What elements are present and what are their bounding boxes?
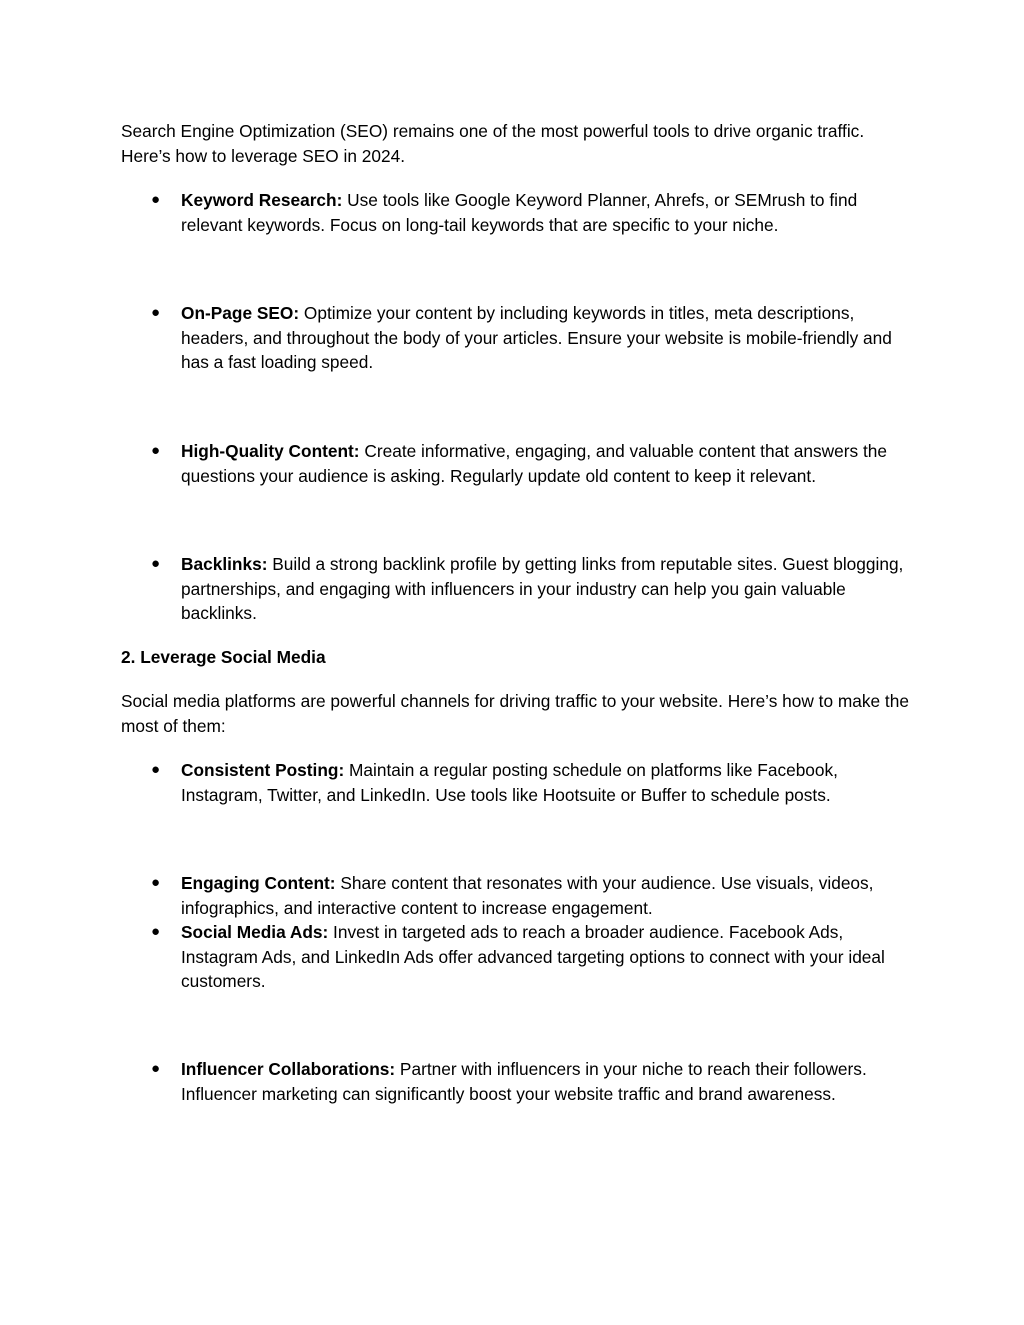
list-item-text [181,188,911,237]
list-item-title: Social Media Ads: [181,922,329,942]
list-item-text [181,758,911,807]
bullet-icon: ● [151,761,161,778]
bullet-icon: ● [151,555,161,572]
list-item-title: Backlinks: [181,554,268,574]
list-item-body: Partner with influencers in your niche to reach their followers. Influencer marketing can significantly boost your website traffic and brand awareness. [181,1059,867,1104]
list-item-title: Keyword Research: [181,190,343,210]
list-item-text [181,1057,911,1106]
list-item-title: Consistent Posting: [181,760,345,780]
bullet-icon: ● [151,442,161,459]
list-item-body: Create informative, engaging, and valuable content that answers the questions your audience is asking. Regularly update old content to keep it relevant. [181,441,887,486]
bullet-icon: ● [151,923,161,940]
list-item-body: Optimize your content by including keywords in titles, meta descriptions, headers, and throughout the body of your articles. Ensure your website is mobile-friendly and has a fast loading speed. [181,303,892,372]
seo-intro-paragraph: Search Engine Optimization (SEO) remains one of the most powerful tools to drive organic traffic. Here’s how to leverage SEO in 2024. [121,121,865,166]
list-item-text [181,871,911,920]
list-item-body: Maintain a regular posting schedule on platforms like Facebook, Instagram, Twitter, and LinkedIn. Use tools like Hootsuite or Buffer to schedule posts. [181,760,838,805]
social-intro-paragraph: Social media platforms are powerful channels for driving traffic to your website. Here’s how to make the most of them: [121,691,909,736]
list-item-text [181,920,911,994]
list-item-body: Invest in targeted ads to reach a broader audience. Facebook Ads, Instagram Ads, and LinkedIn Ads offer advanced targeting options to connect with your ideal customers. [181,922,885,991]
list-item-text [181,552,911,626]
list-item-title: High-Quality Content: [181,441,360,461]
list-item-title: On-Page SEO: [181,303,300,323]
list-item-title: Influencer Collaborations: [181,1059,396,1079]
list-item-body: Use tools like Google Keyword Planner, Ahrefs, or SEMrush to find relevant keywords. Focus on long-tail keywords that are specific to your niche. [181,190,858,235]
bullet-icon: ● [151,191,161,208]
bullet-icon: ● [151,304,161,321]
bullet-icon: ● [151,1060,161,1077]
list-item-title: Engaging Content: [181,873,336,893]
list-item-text [181,301,911,375]
section-heading: 2. Leverage Social Media [121,647,326,667]
list-item-body: Share content that resonates with your audience. Use visuals, videos, infographics, and interactive content to increase engagement. [181,873,874,918]
list-item-body: Build a strong backlink profile by getting links from reputable sites. Guest blogging, partnerships, and engaging with influencers in your industry can help you gain valuable backlinks. [181,554,904,623]
list-item-text [181,439,911,488]
bullet-icon: ● [151,874,161,891]
